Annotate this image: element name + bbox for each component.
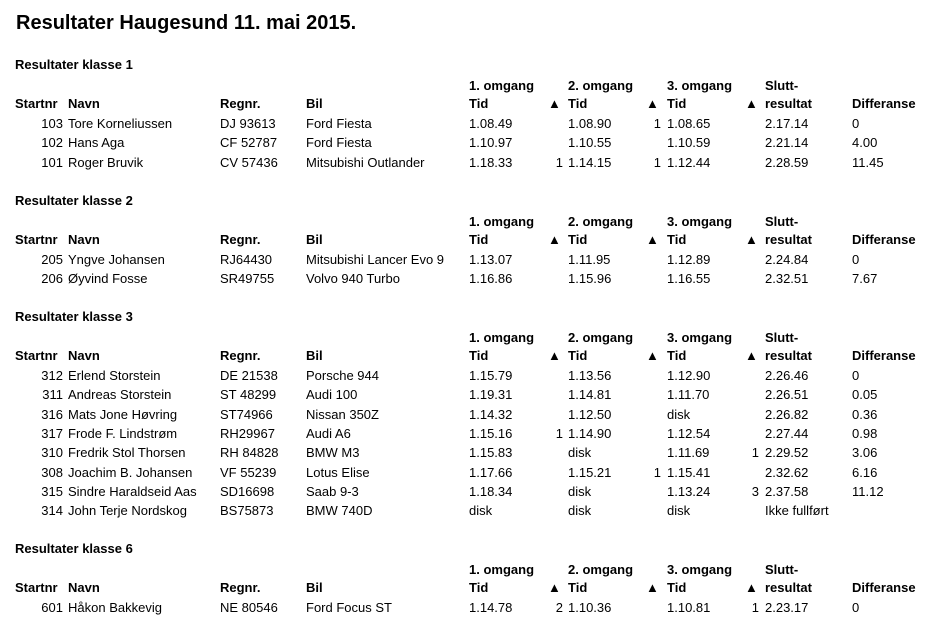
- header-tid1: Tid: [469, 96, 489, 111]
- triangle-icon: ▲: [745, 232, 758, 247]
- regnr-cell: CV 57436: [220, 154, 278, 170]
- sluttresultat-cell: 2.28.59: [765, 154, 809, 170]
- tid1-cell: 1.17.66: [469, 464, 513, 480]
- header-tid2: Tid: [568, 232, 588, 247]
- navn-cell: Øyvind Fosse: [68, 271, 148, 287]
- header-slutt-top: Slutt-: [765, 562, 799, 577]
- tid3-cell: 1.11.70: [667, 387, 710, 403]
- header-tid3: Tid: [667, 232, 687, 247]
- navn-cell: Håkon Bakkevig: [68, 600, 162, 615]
- mark1-cell: 1: [555, 425, 563, 441]
- header-navn: Navn: [68, 96, 100, 111]
- header-startnr: Startnr: [15, 348, 58, 363]
- header-navn: Navn: [68, 232, 100, 247]
- sluttresultat-cell: 2.26.82: [765, 406, 809, 422]
- regnr-cell: RH 84828: [220, 445, 279, 461]
- header-tid1: Tid: [469, 348, 489, 363]
- differanse-cell: 0: [852, 116, 860, 131]
- header-regnr: Regnr.: [220, 232, 261, 247]
- header-navn: Navn: [68, 348, 100, 363]
- sluttresultat-cell: 2.26.46: [765, 368, 809, 383]
- header-startnr: Startnr: [15, 96, 58, 111]
- differanse-cell: 11.45: [852, 154, 884, 170]
- startnr-cell: 101: [41, 154, 63, 170]
- differanse-cell: 0.98: [852, 425, 878, 441]
- tid1-cell: disk: [469, 503, 493, 519]
- regnr-cell: BS75873: [220, 503, 274, 519]
- tid2-cell: 1.14.15: [568, 154, 612, 170]
- triangle-icon: ▲: [548, 580, 561, 595]
- regnr-cell: RH29967: [220, 425, 275, 441]
- mark3-cell: 3: [751, 483, 759, 499]
- tid1-cell: 1.15.83: [469, 445, 513, 461]
- header-regnr: Regnr.: [220, 348, 261, 363]
- triangle-icon: ▲: [646, 580, 659, 595]
- bil-cell: Lotus Elise: [306, 464, 370, 480]
- tid3-cell: 1.12.89: [667, 252, 711, 267]
- startnr-cell: 601: [41, 600, 63, 615]
- mark3-cell: 1: [751, 445, 759, 461]
- triangle-icon: ▲: [646, 232, 659, 247]
- tid2-cell: 1.12.50: [568, 406, 612, 422]
- header-omgang2: 2. omgang: [568, 78, 634, 93]
- navn-cell: Frode F. Lindstrøm: [68, 425, 178, 441]
- bil-cell: Porsche 944: [306, 368, 379, 383]
- tid1-cell: 1.13.07: [469, 252, 513, 267]
- navn-cell: Roger Bruvik: [68, 154, 144, 170]
- startnr-cell: 314: [41, 503, 63, 519]
- tid3-cell: 1.10.59: [667, 135, 711, 151]
- navn-cell: Sindre Haraldseid Aas: [68, 483, 197, 499]
- header-omgang3: 3. omgang: [667, 214, 733, 229]
- differanse-cell: 4.00: [852, 135, 878, 151]
- tid3-cell: disk: [667, 406, 691, 422]
- header-navn: Navn: [68, 580, 100, 595]
- sluttresultat-cell: 2.24.84: [765, 252, 809, 267]
- header-bil: Bil: [306, 96, 323, 111]
- tid2-cell: 1.14.81: [568, 387, 612, 403]
- mark2-cell: 1: [653, 116, 661, 131]
- section-title: Resultater klasse 3: [15, 309, 133, 324]
- regnr-cell: NE 80546: [220, 600, 278, 615]
- startnr-cell: 103: [41, 116, 63, 131]
- startnr-cell: 312: [41, 368, 63, 383]
- bil-cell: Mitsubishi Lancer Evo 9: [306, 252, 445, 267]
- bil-cell: Mitsubishi Outlander: [306, 154, 425, 170]
- startnr-cell: 316: [41, 406, 63, 422]
- header-omgang2: 2. omgang: [568, 562, 634, 577]
- tid3-cell: disk: [667, 503, 691, 519]
- header-omgang1: 1. omgang: [469, 214, 535, 229]
- navn-cell: Fredrik Stol Thorsen: [68, 445, 186, 461]
- tid3-cell: 1.12.44: [667, 154, 711, 170]
- navn-cell: Erlend Storstein: [68, 368, 161, 383]
- header-startnr: Startnr: [15, 232, 58, 247]
- header-omgang1: 1. omgang: [469, 78, 535, 93]
- sluttresultat-cell: 2.17.14: [765, 116, 809, 131]
- triangle-icon: ▲: [745, 96, 758, 111]
- header-tid1: Tid: [469, 580, 489, 595]
- header-tid2: Tid: [568, 96, 588, 111]
- navn-cell: Mats Jone Høvring: [68, 406, 178, 422]
- header-tid3: Tid: [667, 96, 687, 111]
- differanse-cell: 3.06: [852, 445, 878, 461]
- mark2-cell: 1: [653, 154, 661, 170]
- bil-cell: Saab 9-3: [306, 483, 359, 499]
- sluttresultat-cell: 2.21.14: [765, 135, 809, 151]
- bil-cell: Audi 100: [306, 387, 358, 403]
- header-tid2: Tid: [568, 580, 588, 595]
- header-differanse: Differanse: [852, 348, 916, 363]
- bil-cell: Ford Fiesta: [306, 135, 372, 151]
- startnr-cell: 205: [41, 252, 63, 267]
- tid3-cell: 1.08.65: [667, 116, 711, 131]
- regnr-cell: DJ 93613: [220, 116, 276, 131]
- tid1-cell: 1.15.79: [469, 368, 513, 383]
- header-tid2: Tid: [568, 348, 588, 363]
- startnr-cell: 206: [41, 271, 63, 287]
- section-title: Resultater klasse 6: [15, 541, 133, 556]
- triangle-icon: ▲: [745, 580, 758, 595]
- triangle-icon: ▲: [646, 96, 659, 111]
- mark2-cell: 1: [653, 464, 661, 480]
- startnr-cell: 308: [41, 464, 63, 480]
- sluttresultat-cell: 2.26.51: [765, 387, 809, 403]
- tid3-cell: 1.12.90: [667, 368, 711, 383]
- mark1-cell: 1: [555, 154, 563, 170]
- sluttresultat-cell: 2.32.62: [765, 464, 809, 480]
- tid3-cell: 1.12.54: [667, 425, 711, 441]
- tid3-cell: 1.10.81: [667, 600, 711, 615]
- startnr-cell: 311: [42, 387, 63, 403]
- tid3-cell: 1.11.69: [667, 445, 710, 461]
- regnr-cell: VF 55239: [220, 464, 277, 480]
- sluttresultat-cell: Ikke fullført: [765, 503, 829, 519]
- navn-cell: Andreas Storstein: [68, 387, 172, 403]
- bil-cell: BMW M3: [306, 445, 360, 461]
- header-omgang1: 1. omgang: [469, 330, 535, 345]
- mark1-cell: 2: [555, 600, 563, 615]
- regnr-cell: CF 52787: [220, 135, 278, 151]
- header-slutt-top: Slutt-: [765, 214, 799, 229]
- header-slutt-top: Slutt-: [765, 78, 799, 93]
- header-slutt-bottom: resultat: [765, 232, 812, 247]
- tid1-cell: 1.18.33: [469, 154, 513, 170]
- tid1-cell: 1.15.16: [469, 425, 513, 441]
- differanse-cell: 7.67: [852, 271, 878, 287]
- header-omgang3: 3. omgang: [667, 78, 733, 93]
- startnr-cell: 102: [41, 135, 63, 151]
- differanse-cell: 0: [852, 600, 860, 615]
- navn-cell: Joachim B. Johansen: [68, 464, 193, 480]
- bil-cell: Volvo 940 Turbo: [306, 271, 400, 287]
- tid2-cell: 1.10.55: [568, 135, 612, 151]
- regnr-cell: SR49755: [220, 271, 275, 287]
- tid3-cell: 1.16.55: [667, 271, 711, 287]
- bil-cell: BMW 740D: [306, 503, 373, 519]
- header-differanse: Differanse: [852, 232, 916, 247]
- header-bil: Bil: [306, 232, 323, 247]
- tid1-cell: 1.08.49: [469, 116, 513, 131]
- tid2-cell: disk: [568, 445, 592, 461]
- mark3-cell: 1: [751, 600, 759, 615]
- startnr-cell: 317: [41, 425, 63, 441]
- navn-cell: Yngve Johansen: [68, 252, 165, 267]
- differanse-cell: 0: [852, 252, 860, 267]
- tid2-cell: 1.10.36: [568, 600, 612, 615]
- triangle-icon: ▲: [548, 232, 561, 247]
- sluttresultat-cell: 2.23.17: [765, 600, 809, 615]
- header-omgang3: 3. omgang: [667, 562, 733, 577]
- bil-cell: Audi A6: [306, 425, 351, 441]
- bil-cell: Ford Fiesta: [306, 116, 372, 131]
- triangle-icon: ▲: [548, 96, 561, 111]
- header-startnr: Startnr: [15, 580, 58, 595]
- header-omgang2: 2. omgang: [568, 214, 634, 229]
- section-title: Resultater klasse 1: [15, 57, 133, 72]
- regnr-cell: DE 21538: [220, 368, 278, 383]
- header-tid1: Tid: [469, 232, 489, 247]
- header-tid3: Tid: [667, 348, 687, 363]
- regnr-cell: RJ64430: [220, 252, 273, 267]
- header-omgang3: 3. omgang: [667, 330, 733, 345]
- header-differanse: Differanse: [852, 96, 916, 111]
- tid2-cell: 1.15.96: [568, 271, 612, 287]
- tid2-cell: 1.13.56: [568, 368, 612, 383]
- sluttresultat-cell: 2.37.58: [765, 483, 809, 499]
- triangle-icon: ▲: [646, 348, 659, 363]
- triangle-icon: ▲: [745, 348, 758, 363]
- bil-cell: Ford Focus ST: [306, 600, 392, 615]
- header-regnr: Regnr.: [220, 96, 261, 111]
- sluttresultat-cell: 2.27.44: [765, 425, 809, 441]
- header-differanse: Differanse: [852, 580, 916, 595]
- regnr-cell: ST 48299: [220, 387, 277, 403]
- header-slutt-bottom: resultat: [765, 348, 812, 363]
- bil-cell: Nissan 350Z: [306, 406, 379, 422]
- tid2-cell: 1.15.21: [568, 464, 612, 480]
- tid1-cell: 1.14.78: [469, 600, 513, 615]
- tid1-cell: 1.16.86: [469, 271, 513, 287]
- startnr-cell: 310: [41, 445, 63, 461]
- tid1-cell: 1.14.32: [469, 406, 513, 422]
- header-slutt-bottom: resultat: [765, 580, 812, 595]
- sluttresultat-cell: 2.29.52: [765, 445, 809, 461]
- header-slutt-bottom: resultat: [765, 96, 812, 111]
- header-bil: Bil: [306, 348, 323, 363]
- tid2-cell: 1.08.90: [568, 116, 612, 131]
- page-title: Resultater Haugesund 11. mai 2015.: [16, 12, 357, 34]
- differanse-cell: 0.05: [852, 387, 878, 403]
- differanse-cell: 0.36: [852, 406, 878, 422]
- navn-cell: Tore Korneliussen: [68, 116, 173, 131]
- startnr-cell: 315: [41, 483, 63, 499]
- tid1-cell: 1.10.97: [469, 135, 513, 151]
- header-omgang2: 2. omgang: [568, 330, 634, 345]
- tid2-cell: disk: [568, 503, 592, 519]
- tid2-cell: 1.11.95: [568, 252, 611, 267]
- tid2-cell: disk: [568, 483, 592, 499]
- header-bil: Bil: [306, 580, 323, 595]
- header-regnr: Regnr.: [220, 580, 261, 595]
- tid2-cell: 1.14.90: [568, 425, 612, 441]
- tid3-cell: 1.15.41: [667, 464, 711, 480]
- sluttresultat-cell: 2.32.51: [765, 271, 809, 287]
- tid1-cell: 1.19.31: [469, 387, 513, 403]
- section-title: Resultater klasse 2: [15, 193, 133, 208]
- differanse-cell: 11.12: [852, 483, 884, 499]
- header-tid3: Tid: [667, 580, 687, 595]
- navn-cell: John Terje Nordskog: [68, 503, 187, 519]
- header-omgang1: 1. omgang: [469, 562, 535, 577]
- differanse-cell: 0: [852, 368, 860, 383]
- differanse-cell: 6.16: [852, 464, 878, 480]
- header-slutt-top: Slutt-: [765, 330, 799, 345]
- triangle-icon: ▲: [548, 348, 561, 363]
- tid1-cell: 1.18.34: [469, 483, 513, 499]
- regnr-cell: SD16698: [220, 483, 275, 499]
- regnr-cell: ST74966: [220, 406, 273, 422]
- navn-cell: Hans Aga: [68, 135, 125, 151]
- tid3-cell: 1.13.24: [667, 483, 711, 499]
